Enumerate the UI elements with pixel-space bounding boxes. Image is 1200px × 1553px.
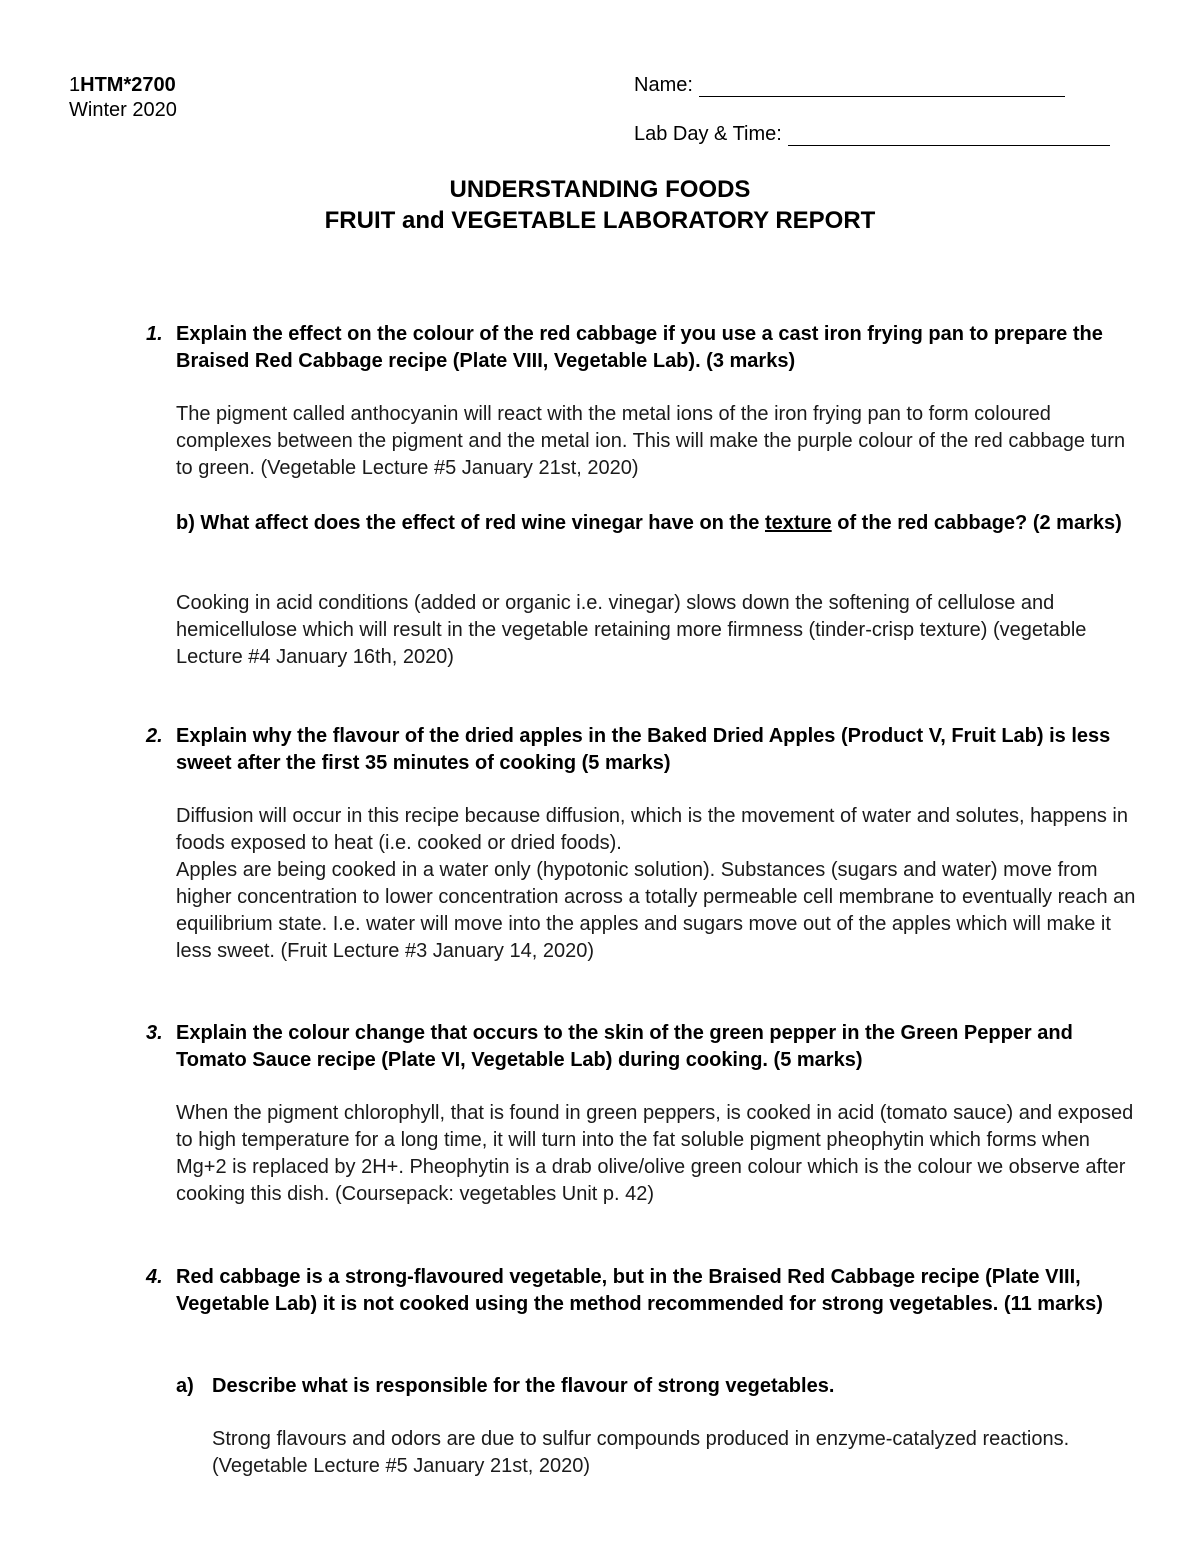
question-4a-answer: Strong flavours and odors are due to sulfur compounds produced in enzyme-catalyzed reactions. (Vegetable Lecture #5 January 21st, 2020) — [212, 1428, 1070, 1477]
question-4a-text: Describe what is responsible for the flavour of strong vegetables. — [212, 1375, 835, 1397]
question-3-number: 3. — [146, 1022, 163, 1044]
lab-day-time-field[interactable] — [634, 122, 1110, 146]
question-3-text: Explain the colour change that occurs to the skin of the green pepper in the Green Pepper and Tomato Sauce recipe (Plate VI, Vegetable Lab) during cooking. (5 marks) — [176, 1022, 1073, 1071]
question-4-text: Red cabbage is a strong-flavoured vegetable, but in the Braised Red Cabbage recipe (Plate VIII, Vegetable Lab) it is not cooked using the method recommended for strong vegetables. (11 marks) — [176, 1266, 1103, 1315]
question-1-text: Explain the effect on the colour of the red cabbage if you use a cast iron frying pan to prepare the Braised Red Cabbage recipe (Plate VIII, Vegetable Lab). (3 marks) — [176, 323, 1103, 372]
question-2-answer-p1: Diffusion will occur in this recipe because diffusion, which is the movement of water and solutes, happens in foods exposed to heat (i.e. cooked or dried foods). — [176, 805, 1128, 854]
question-2-answer-p2: Apples are being cooked in a water only (hypotonic solution). Substances (sugars and water) move from higher concentration to lower concentration across a totally permeable cell membrane to eventually reach an equilibrium state. I.e. water will move into the apples and sugars move out of the apples which will make it less sweet. (Fruit Lecture #3 January 14, 2020) — [176, 859, 1136, 962]
question-2-text: Explain why the flavour of the dried apples in the Baked Dried Apples (Product V, Fruit Lab) is less sweet after the first 35 minutes of cooking (5 marks) — [176, 725, 1111, 774]
question-1b-answer: Cooking in acid conditions (added or organic i.e. vinegar) slows down the softening of cellulose and hemicellulose which will result in the vegetable retaining more firmness (tinder-crisp texture) (vegetable Lecture #4 January 16th, 2020) — [176, 592, 1087, 668]
report-title-line1: UNDERSTANDING FOODS — [449, 176, 751, 203]
lab-day-time-label: Lab Day & Time: — [634, 123, 782, 145]
title-and: and — [401, 207, 445, 234]
name-label: Name: — [634, 74, 693, 96]
question-1b-text — [176, 510, 1136, 537]
question-1b-pre: b) What affect does the effect of red wine vinegar have on the — [176, 512, 765, 534]
question-1-number: 1. — [146, 323, 163, 345]
course-code — [69, 73, 176, 97]
report-title-line2 — [0, 205, 1200, 237]
question-3-answer: When the pigment chlorophyll, that is found in green peppers, is cooked in acid (tomato sauce) and exposed to high temperature for a long time, it will turn into the fat soluble pigment pheophytin which forms when Mg+2 is replaced by 2H+. Pheophytin is a drab olive/olive green colour which is the colour we observe after cooking this dish. (Coursepack: vegetables Unit p. 42) — [176, 1102, 1134, 1205]
course-term: Winter 2020 — [69, 99, 177, 121]
question-1b-post: of the red cabbage? (2 marks) — [831, 512, 1122, 534]
question-4a-label: a) — [176, 1375, 194, 1397]
question-1b-underlined: texture — [764, 512, 832, 534]
lab-day-time-line[interactable] — [788, 127, 1110, 146]
name-field[interactable] — [634, 73, 1065, 97]
question-4-number: 4. — [146, 1266, 163, 1288]
question-2-answer — [176, 803, 1136, 965]
course-code-prefix: 1 — [69, 74, 81, 96]
course-code-text: HTM*2700 — [80, 74, 176, 96]
name-line[interactable] — [699, 78, 1065, 97]
title-rest: VEGETABLE LABORATORY REPORT — [444, 207, 876, 234]
question-2-number: 2. — [146, 725, 163, 747]
question-1-answer: The pigment called anthocyanin will react with the metal ions of the iron frying pan to form coloured complexes between the pigment and the metal ion. This will make the purple colour of the red cabbage turn to green. (Vegetable Lecture #5 January 21st, 2020) — [176, 403, 1126, 479]
title-fruit: FRUIT — [324, 207, 402, 234]
